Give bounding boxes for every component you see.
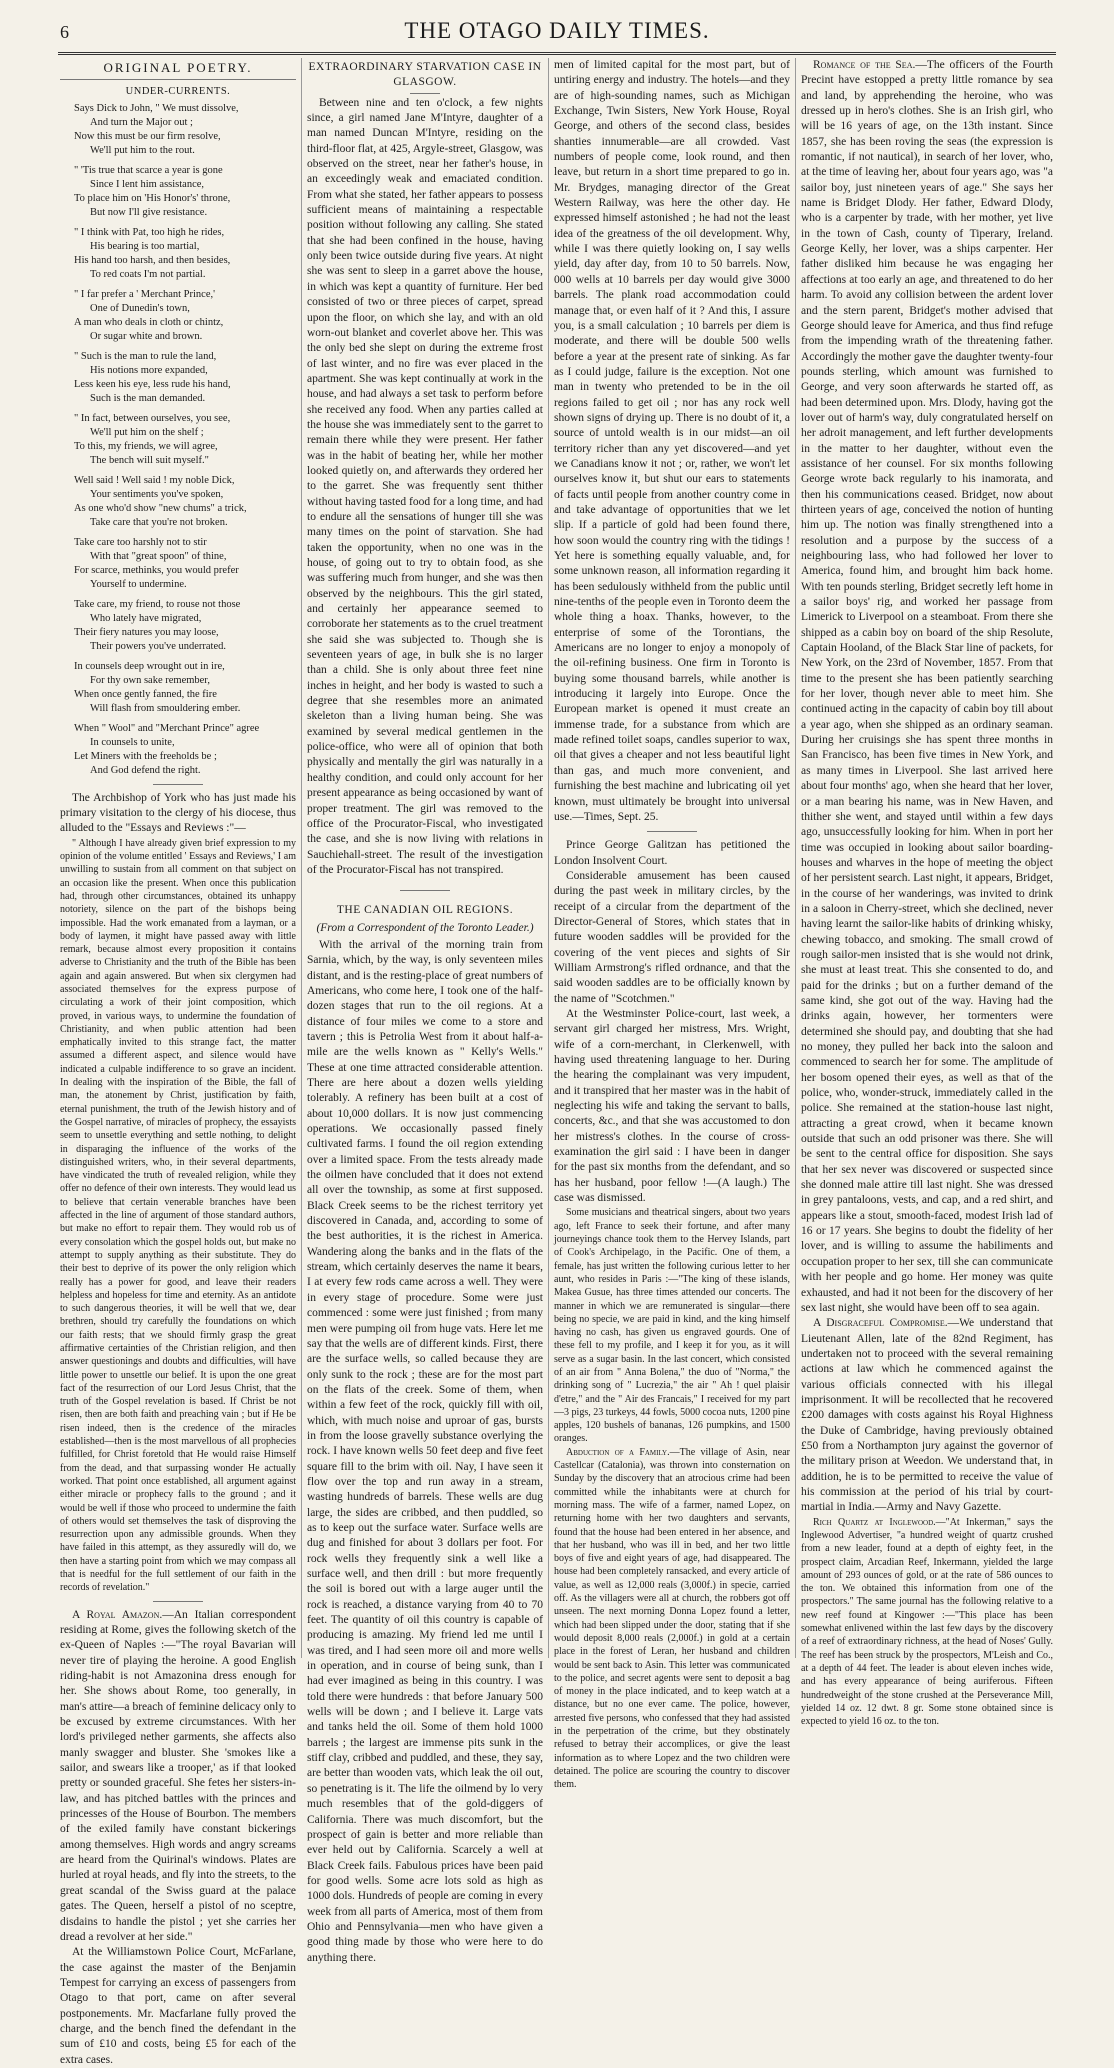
poem-line: With that "great spoon" of thine, bbox=[90, 550, 227, 562]
poem-line: Your sentiments you've spoken, bbox=[90, 488, 224, 500]
masthead bbox=[58, 14, 1056, 55]
poem-line: And God defend the right. bbox=[90, 764, 201, 776]
abduction-item bbox=[554, 1446, 790, 1792]
column-4 bbox=[801, 58, 1053, 1728]
poem-title: UNDER-CURRENTS. bbox=[125, 86, 231, 98]
divider bbox=[153, 784, 203, 785]
poem-line: To this, my friends, we will agree, bbox=[74, 440, 218, 452]
poem-line: Their powers you've underrated. bbox=[90, 640, 227, 652]
poem-line: When once gently fanned, the fire bbox=[74, 688, 217, 700]
article-title: A Disgraceful Compromise. bbox=[813, 1317, 948, 1330]
poem-line: And turn the Major out ; bbox=[90, 116, 193, 128]
poem-line: " I far prefer a ' Merchant Prince,' bbox=[74, 288, 215, 300]
quartz-item bbox=[801, 1516, 1053, 1729]
poem-line: Now this must be our firm resolve, bbox=[74, 130, 221, 142]
section-heading-poetry: ORIGINAL POETRY. bbox=[103, 60, 253, 75]
starvation-headline: EXTRAORDINARY STARVATION CASE IN GLASGOW. bbox=[308, 61, 542, 89]
article-body: —"At Inkerman," says the Inglewood Advertiser, "a hundred weight of quartz crushed from a new leader, found at a depth of eighty feet, in the prospect claim, Arcadian Reef, Inkermann, yielded the large amount of 293 ounces of gold, or at the rate of 586 ounces to the ton. We obtained this information from one of the prospectors." The same journal has the following relative to a new reef found at Kingower :—"This place has been somewhat enlivened within the last few days by the discovery of a reef of extraordinary richness, at the head of Noses' Gully. The reef has been struck by the prospectors, M'Leish and Co., at a depth of 44 feet. The leader is about eleven inches wide, and has every appearance of being auriferous. Fifteen hundredweight of the stone crushed at the Perseverance Mill, yielded 14 oz. 12 dwt. 8 gr. Some stone obtained since is expected to yield 16 oz. to the ton. bbox=[801, 1516, 1053, 1728]
column-2 bbox=[307, 58, 544, 1964]
poem-line: His hand too harsh, and then besides, bbox=[74, 254, 231, 266]
column-divider bbox=[795, 58, 796, 1658]
poem-line: A man who deals in cloth or chintz, bbox=[74, 316, 224, 328]
poem-line: We'll put him to the rout. bbox=[90, 144, 195, 156]
poem-line: Their fiery natures you may loose, bbox=[74, 626, 219, 638]
poem-line: Since I lent him assistance, bbox=[90, 178, 205, 190]
poem-line: His bearing is too martial, bbox=[90, 240, 200, 252]
article-body: —The officers of the Fourth Precint have estopped a pretty little romance by sea and land, by apprehending the heroine, who was dressed up in hero's clothes. She is an Irish girl, who will be 16 years of age, on the 13th instant. Since 1857, she has been roving the seas (the expression is romantic, if not nautical), in search of her lover, who, at the time of leaving her, about four years ago, was "a sailor boy, just nineteen years of age." She says her name is Bridget Dlody. Her father, Edward Dlody, who is a carpenter by trade, with her mother, yet live in the town of Cash, county of Tiperary, Ireland. George Kelly, her lover, was a ships carpenter. Her father disliked him because he was engaging her affections at too early an age, and threatened to do her harm. To avoid any collision between the ardent lover and the stern parent, Bridget's mother advised that George should leave for America, and thus find refuge from the impending wrath of the threatening father. Accordingly the mother gave the daughter twenty-four pounds sterling, which amount was furnished to George, and very soon afterwards he started off, as had been determined upon. Mrs. Dlody, having got the lover out of harm's way, duly congratulated herself on her adroit management, and left further developments in the matter to her daughter, without even the assistance of her counsel. For six months following George wrote back regularly to his inamorata, and then his communications ceased. Bridget, now about thirteen years of age, conceived the notion of hunting him up. The notion was finally strengthened into a resolution and a purpose by the success of a neighbouring lass, who had followed her lover to America, found him, and brought him back home. With ten pounds sterling, Bridget secretly left home in a sailor boys' rig, and worked her passage from Limerick to Liverpool on a steamboat. From there she shipped as a cabin boy on board of the ship Resolute, Captain Hooland, of the Black Star line of packets, for New York, on the 23rd of November, 1857. From that time to the present she has been patiently searching for her lover, though never able to meet him. She continued acting in the capacity of cabin boy till about a year ago, when she shipped as an ordinary seaman. During her cruisings she has spent three months in San Francisco, has been five times in New York, and as many times in Liverpool. She last arrived here about four months' ago, when she heard that her lover, or a man bearing his name, was in New Haven, and thither she went, and stayed until within a few days ago, unsuccessfully looking for him. When in port her time was occupied in looking about sailor boarding-houses and wharves in the hope of meeting the object of her persistent search. Last night, it appears, Bridget, in the course of her wanderings, was invited to drink in a saloon in Cherry-street, which she declined, never having learnt the sailor-like habits of drinking whisky, chewing tobacco, and smoking. The small crowd of rough sailor-men insisted that is she would not drink, she must at least treat. This she consented to do, and paid for the drinks ; but on a further demand of the same kind, she got out of the way. Having had the drinks again, however, her tormenters were determined she should pay, and doubting that she had no money, they pulled her back into the saloon and commenced to search her for some. The amplitude of her bosom opened their eyes, as well as that of the police, who, wonder-struck, immediately called in the police. She remained at the station-house last night, attracting a great crowd, when it became known outside that such an odd prisoner was there. She will be sent to the central office for disposition. She says that her sex never was discovered or suspected since she donned male attire till last night. She was dressed in grey pantaloons, vests, and cap, and a red shirt, and appears like a stout, smooth-faced, modest Irish lad of 16 or 17 years. She begins to doubt the fidelity of her lover, and is willing to assume the habiliments and occupation proper to her sex, till she can communicate with her people and go home. Her money was quite exhausted, and had it not been for the discovery of her sex last night, she would have been off to sea again. bbox=[801, 59, 1053, 1314]
poem-line: Less keen his eye, less rude his hand, bbox=[74, 378, 231, 390]
column-1 bbox=[60, 58, 296, 2066]
poem-line: As one who'd show "new chums" a trick, bbox=[74, 502, 247, 514]
divider bbox=[400, 890, 450, 891]
article-title: Romance of the Sea. bbox=[813, 59, 916, 71]
page-number: 6 bbox=[60, 22, 69, 42]
poem-line: Take care, my friend, to rouse not those bbox=[74, 598, 241, 610]
divider bbox=[410, 93, 440, 94]
starvation-article: Between nine and ten o'clock, a few nights since, a girl named Jane M'Intyre, daughter of a man named Duncan M'Intyre, residing on the third-floor flat, at 425, Argyle-street, Glasgow, was observed on the street, near her father's house, in an exceedingly weak and emaciated condition. From what she stated, her father appears to possess sufficient means of maintaining a respectable position without following any calling. She stated that she had been confined in the house, having only been twice outside during five years. At night she was sent to sleep in a garret above the house, in which was kept a quantity of furniture. Her bed consisted of two or three pieces of carpet, spread upon the floor, on which she lay, and with an old worn-out blanket and coverlet above her. This was the only bed she slept on during the extreme frost of last winter, and no fire was ever placed in the apartment. She was kept continually at work in the house, and had always a set task to perform before she received any food. When any parties called at the house she was immediately sent to the garret to remain there while they were present. Her father was in the habit of beating her, while her mother looked quietly on, and afterwards they ordered her to the garret. She was frequently sent thither without having tasted food for a long time, and had to endure all the sensations of hunger till she was many times on the point of starvation. She had taken the opportunity, when no one was in the house, of going out to try to obtain food, as she was suffering much from hunger, and she was then observed by the neighbours. This the girl stated, and certainly her appearance seemed to corroborate her statements as to the cruel treatment she said she was subjected to. Though she is seventeen years of age, in bulk she is no larger than a child. She is only about three feet nine inches in height, and her body is wasted to such a degree that she resembles more an animated skeleton than a living human being. She was examined by several medical gentlemen in the police-office, who were all of opinion that both physically and mentally the girl was naturally in a healthy condition, and could only account for her present appearance as being occasioned by want of proper treatment. The girl was removed to the office of the Procurator-Fiscal, who investigated the case, and she is now living with relations in Sauchiehall-street. The result of the investigation of the Procurator-Fiscal has not transpired. bbox=[307, 96, 543, 876]
column-3 bbox=[554, 58, 790, 1791]
westminster-item: At the Westminster Police-court, last week, a servant girl charged her mistress, Mrs. Wright, wife of a corn-merchant, in Clerkenwell, with having used threatening language to her. During the hearing the complainant was very impudent, and it transpired that her master was in the habit of neglecting his wife and taking the servant to balls, concerts, &c., and that she was accustomed to don her mistress's clothes. In the course of cross-examination the girl said : I have been in danger for the past six months from the defendant, and so has her husband, poor fellow !—(A laugh.) The case was dismissed. bbox=[554, 1007, 790, 1205]
newspaper-title: THE OTAGO DAILY TIMES. bbox=[404, 18, 710, 43]
column-divider bbox=[548, 58, 549, 1658]
article-title: A Royal Amazon. bbox=[72, 1608, 163, 1621]
york-intro: The Archbishop of York who has just made his primary visitation to the clergy of his diocese, thus alluded to the "Essays and Reviews :"— bbox=[60, 791, 296, 835]
article-body: —An Italian correspondent residing at Rome, gives the following sketch of the ex-Queen of Naples :—"The royal Bavarian will never tire of playing the heroine. A good English riding-habit is not Amazonina dress enough for her. She shows about Rome, too generally, in man's attire—a breach of feminine delicacy only to be excused by extreme circumstances. With her lord's privileged nether garments, she affects also manly swagger and bluster. She 'smokes like a sailor, and swears like a trooper,' as if that looked pretty or sounded graceful. She fetes her sisters-in-law, and has pitched battles with the princes and princesses of the House of Bourbon. The members of the exiled family have constant bickerings among themselves. High words and angry screams are heard from the Quirinal's windows. Plates are hurled at royal heads, and fly into the streets, to the great scandal of the Swiss guard at the palace gates. The Queen, herself a pistol of no sceptre, disdains to handle the pistol ; yet she carries her dread a revolver at her side." bbox=[60, 1608, 296, 1943]
poem-line: Or sugar white and brown. bbox=[90, 330, 203, 342]
poem-line: Such is the man demanded. bbox=[90, 392, 206, 404]
oil-regions-article: With the arrival of the morning train from Sarnia, which, by the way, is only seventeen miles distant, and is the resting-place of great numbers of Americans, who come here, I took one of the half-dozen stages that run to the oil regions. At a distance of four miles we come to a store and tavern ; this is Petrolia West from it about half-a-mile are the wells known as " Kelly's Wells." These at one time attracted considerable attention. There are here about a dozen wells yielding tolerably. A refinery has been built at a cost of about 10,000 dollars. It is now just commencing operations. We occasionally passed finely cultivated farms. I found the oil region extending over a limited space. From the tests already made the oilmen have concluded that it does not extend all over the township, as some at first supposed. Black Creek seems to be the richest territory yet discovered in Canada, and, according to some of the best authorities, it is the richest in America. Wandering along the banks and in the flats of the stream, which certainly deserves the name it bears, I at every few rods came across a well. They were in every stage of procedure. Some were just commenced : some were just finished ; from many men were pumping oil from huge vats. Here let me say that the wells are of different kinds. First, there are the surface wells, so called because they are only sunk to the rock ; these are for the most part on the flats of the creek. Some of them, when within a few feet of the rock, quickly fill with oil, which, with much noise and uproar of gas, bursts in from the loose gravelly substance overlying the rock. I have known wells 50 feet deep and five feet square fill to the brim with oil. Nay, I have seen it flow over the top and run away in a stream, wasting hundreds of barrels. These wells are dug large, the sides are cribbed, and then puddled, so as to keep out the surface water. Surface wells are dug and finished for about 3 dollars per foot. For rock wells they frequently sink a well like a surface well, and then drill : but more frequently the soil is bored out with a large auger until the rock is reached, a distance varying from 40 to 70 feet. The quantity of oil this country is capable of producing is amazing. My friend led me until I was tired, and I had seen more oil and more wells in operation, and in course of being sunk, than I had ever imagined as being in this country. I was told there were hundreds : that before January 500 wells will be down ; and I believe it. Large vats and tanks held the oil. Some of them hold 1000 barrels ; the largest are immense pits sunk in the stiff clay, cribbed and puddled, and these, they say, are better than wooden vats, which leak the oil out, so penetrating is it. The life the oilmend by lo very much resembles that of the gold-diggers of California. There was much discomfort, but the prospect of gain is better and more reliable than ever held out by California. Scarcely a well at Black Creek fails. Fabulous prices have been paid for good wells. Some acre lots sold as high as 1000 dols. Hundreds of people are coming in every week from all parts of America, most of them from Ohio and Pennsylvania—men who have given a good thing made by those who were here to do anything there. bbox=[307, 938, 544, 1964]
poem-line: The bench will suit myself." bbox=[90, 454, 209, 466]
article-body: —We understand that Lieutenant Allen, late of the 82nd Regiment, has undertaken not to proceed with the several remaining actions at law which he commenced against the various officials connected with his illegal imprisonment. It will be recollected that he recovered £200 damages with costs against his Royal Highness the Duke of Cambridge, having previously obtained £50 from a Northampton jury against the governor of the military prison at Weedon. We understand that, in addition, he is to be permitted to receive the value of his commission at the period of his trial by court-martial in India.—Army and Navy Gazette. bbox=[801, 1317, 1053, 1514]
amusement-item: Considerable amusement has been caused during the past week in military circles, by the receipt of a circular from the department of the Director-General of Stores, which states that in future wooden saddles will be provided for the covering of the vent pieces and sights of Sir William Armstrong's rifled ordnance, and that the said wooden saddles are to be officially known by the name of "Scotchmen." bbox=[554, 869, 790, 1005]
poem-line: " 'Tis true that scarce a year is gone bbox=[74, 164, 223, 176]
poem-line: For scarce, methinks, you would prefer bbox=[74, 564, 239, 576]
poem-line: Says Dick to John, " We must dissolve, bbox=[74, 102, 239, 114]
williamstown-article: At the Williamstown Police Court, McFarlane, the case against the master of the Benjamin Tempest for carrying an excess of passengers from Otago to that port, came on after several postponements. Mr. Macfarlane fully proved the charge, and the bench fined the defendant in the sum of £10 and costs, being £5 for each of the extra cases. bbox=[60, 1946, 296, 2066]
poem-line: Yourself to undermine. bbox=[90, 578, 187, 590]
poem-line: " I think with Pat, too high he rides, bbox=[74, 226, 225, 238]
poem-line: Take care that you're not broken. bbox=[90, 516, 228, 528]
poem-line: We'll put him on the shelf ; bbox=[90, 426, 204, 438]
article-title: Rich Quartz at Inglewood. bbox=[813, 1516, 936, 1528]
romance-item bbox=[801, 58, 1053, 1316]
poem-line: One of Dunedin's town, bbox=[90, 302, 190, 314]
compromise-item bbox=[801, 1316, 1053, 1515]
galitzan-item: Prince George Galitzan has petitioned the London Insolvent Court. bbox=[554, 839, 790, 867]
musicians-item: Some musicians and theatrical singers, about two years ago, left France to seek their fortune, and after many journeyings chance took them to the Hervey Islands, part of Cook's Archipelago, in the Pacific. One of them, a female, has just written the following curious letter to her aunt, who resides in Paris :—"The king of these islands, Makea Gusue, has three times attended our concerts. The manner in which we are remunerated is singular—there being no specie, we are paid in kind, and the king himself having no cash, has given us engraved gourds. One of these fell to my profile, and I keep it for you, as it will serve as a sugar basin. In the last concert, which consisted of an air from " Anna Bolena," the duo of "Norma," the drinking song of " Lucrezia," the air " Ah ! quel plaisir d'etre," and the " Air des Francais," I received for my part—3 pigs, 23 turkeys, 44 fowls, 5000 cocoa nuts, 1200 pine apples, 120 bushels of bananas, 126 pumpkins, and 1500 oranges. bbox=[554, 1207, 790, 1445]
poem-line: His notions more expanded, bbox=[90, 364, 208, 376]
poem-line: When " Wool" and "Merchant Prince" agree bbox=[74, 722, 260, 734]
poem-line: For thy own sake remember, bbox=[90, 674, 211, 686]
oil-regions-headline: THE CANADIAN OIL REGIONS. bbox=[336, 904, 514, 917]
article-body: —The village of Asin, near Castellcar (Catalonia), was thrown into consternation on Sunday by the discovery that an atrocious crime had been committed while the inhabitants were at church for morning mass. The wife of a farmer, named Lopez, on returning home with her two daughters and servants, found that the house had been entered in her absence, and that her husband, who was ill in bed, and her two little boys of five and eight years of age, had disappeared. The house had been completely ransacked, and every article of value, as well as 12,000 reals (3,000f.) in specie, carried off. As the villagers were all at church, the robbers got off unseen. The next morning Donna Lopez found a letter, which had been slipped under the door, stating that if she would deposit 8,000 reals (2,000f.) in gold at a certain place in the forest of Leran, her husband and children would be sent back to Asin. This letter was communicated to the police, and secret agents were sent to deposit a bag of money in the place indicated, and to keep watch at a distance, but no one ever came. The police, however, arrested five persons, who confessed that they had assisted in the perpetration of the crime, but they obstinately refused to betray their accomplices, or give the least information as to where Lopez and the two children were detained. The police are scouring the country to discover them. bbox=[554, 1446, 790, 1791]
divider bbox=[153, 1601, 203, 1602]
poem-line: Take care too harshly not to stir bbox=[74, 536, 207, 548]
poem-line: Let Miners with the freeholds be ; bbox=[74, 750, 217, 762]
york-quote: " Although I have already given brief expression to my opinion of the volume entitled ' Essays and Reviews,' I am unwilling to sustain from all comment on that subject on an occasion like the present. When once this publication had, through other circumstances, obtained its unhappy notoriety, silence on the part of the bishops being impossible. Had the work emanated from a layman, or a body of laymen, it might have passed away with little remark, because almost every proposition it contains adverse to Christianity and the truth of the Bible has been again and again answered. But when six clergymen had associated themselves for the express purpose of circulating a work of their joint composition, which proved, in various ways, to undermine the foundation of Christianity, and when public attention had been emphatically invited to this strange fact, the matter assumed a different aspect, and silence would have indicated a culpable indifference to so grave an incident. In dealing with the inspiration of the Bible, the fall of man, the atonement by Christ, justification by faith, eternal punishment, the truth of the Jewish history and of the Gospel narrative, of miracles of prophecy, the essayists seem to unsettle everything and settle nothing, to delight in disparaging the influence of the works of the distinguished writers, who, in their several departments, have vindicated the truth of revealed religion, while they offer no defence of their own interests. They would lead us to believe that certain venerable branches have been affected in the line of argument of those standard authors, but make no effort to repair them. They would rob us of every consolation which the gospel holds out, but make no attempt to supply anything as their substitute. They do their best to deprive of its power the only religion which really has a power for good, and leave their readers helpless and hopeless for time and eternity. As an antidote to such dangerous theories, it will be well that we, dear brethren, should try carefully the foundations on which our faith rests; that we should firmly grasp the great affirmative certainties of the Christian religion, and then answer questionings and doubts and difficulties, will have little power to unsettle our belief. It is upon the one great fact of the resurrection of our Lord Jesus Christ, that the truth of the Gospel revelation is based. If Christ be not risen, then are both faith and preaching vain ; but if He be risen indeed, then is the credence of the miracles established—then is the most marvellous of all prophecies fulfilled, for Christ foretold that He would raise Himself from the dead, and that surpassing wonder He actually worked. That point once established, all argument against either miracle or prophecy falls to the ground ; and it would be well if those who proceed to undermine the faith of others would set themselves the task of disproving the resurrection upon any admissible grounds. When they have failed in this attempt, as they assuredly will do, we then have a starting point from which we may compass all that is needful for the full settlement of our faith in the records of revelation." bbox=[60, 837, 296, 1594]
poem-line: Who lately have migrated, bbox=[90, 612, 202, 624]
poem-line: Well said ! Well said ! my noble Dick, bbox=[74, 474, 235, 486]
poem-line: But now I'll give resistance. bbox=[90, 206, 208, 218]
poem-line: In counsels deep wrought out in ire, bbox=[74, 660, 225, 672]
oil-regions-source: (From a Correspondent of the Toronto Leader.) bbox=[316, 921, 534, 934]
poem-line: " In fact, between ourselves, you see, bbox=[74, 412, 231, 424]
poem-line: To place him on 'His Honor's' throne, bbox=[74, 192, 231, 204]
divider bbox=[60, 79, 296, 80]
poem bbox=[60, 102, 296, 778]
column-divider bbox=[301, 58, 302, 1658]
oil-regions-continued: men of limited capital for the most part, but of untiring energy and industry. The hotels—and they are of high-sounding names, such as Michigan Exchange, Twin Sisters, New York House, Royal George, and others of the second class, besides shanties innumerable—are all crowded. Vast numbers of people come, look round, and then leave, but return in a short time prepared to go in. Mr. Brydges, managing director of the Great Western Railway, was here the other day. He expressed himself astonished ; he had not the least idea of the greatness of the oil development. Why, while I was there quietly looking on, I say wells yield, day after day, from 10 to 50 barrels. Now, 000 wells at 10 barrels per day would give 3000 barrels. The plank road accommodation could manage that, or even half of it ? And this, I assure you, is a small calculation ; 10 barrels per diem is moderate, and there will be double 500 wells before a year at the present rate of sinking. As far as I could judge, failure is the exception. Not one man in twenty who pretended to be in the oil regions failed to get oil ; nor has any rock well shown signs of drying up. There is no doubt of it, a source of untold wealth is in our midst—an oil territory richer than any yet discovered—and yet we Canadians know it not ; or, rather, we won't let ourselves know it, but shut our ears to statements of facts until people from another country come in and take advantage of opportunities that we let slip. If a particle of gold had been found there, how soon would the country ring with the tidings ! Yet here is something equally valuable, and, for some unknown reason, all information regarding it has been sedulously withheld from the public until nine-tenths of the people even in Toronto deem the whole thing a hoax. Thanks, however, to the enterprise of some of the Torontians, the Americans are no longer to enjoy a monopoly of the oil-refining business. One firm in Toronto is buying some thousand barrels, while another is introducing it largely into Europe. Once the European market is opened it must create an immense trade, for a substance from which are made refined toilet soaps, candles superior to wax, oil that gives a cheaper and not less beautiful light than gas, and much more convenient, and furnishing the best machine and lubricating oil yet known, must ultimately be brought into universal use.—Times, Sept. 25. bbox=[554, 59, 790, 823]
royal-amazon-article bbox=[60, 1608, 296, 1946]
poem-line: In counsels to unite, bbox=[90, 736, 175, 748]
poem-line: Will flash from smouldering ember. bbox=[90, 702, 241, 714]
article-title: Abduction of a Family. bbox=[566, 1446, 670, 1458]
poem-line: " Such is the man to rule the land, bbox=[74, 350, 217, 362]
poem-line: To red coats I'm not partial. bbox=[90, 268, 206, 280]
divider bbox=[647, 831, 697, 832]
